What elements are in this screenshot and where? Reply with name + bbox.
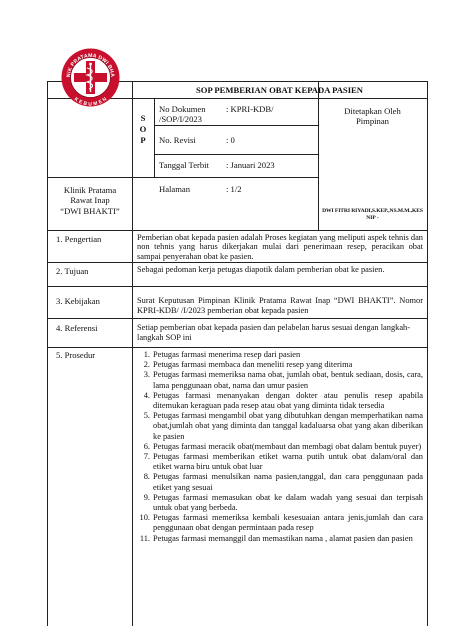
signatory-name: DWI FITRI RIYADI,S.KEP.,NS.M.M.,KES: [322, 208, 423, 214]
prosedur-step: [134, 370, 423, 390]
prosedur-step: [134, 391, 423, 411]
referensi-text: Setiap pemberian obat kepada pasien dan pelabelan harus sesuai dengan langkah-langkah SOP ini: [137, 323, 411, 342]
prosedur-step-number: 6.: [143, 441, 150, 451]
label-kebijakan: 3. Kebijakan: [56, 296, 100, 306]
prosedur-step: [134, 411, 423, 442]
no-dokumen-value-line2: /SOP/I/2023: [159, 114, 202, 124]
clinic-logo: [60, 47, 121, 108]
row-divider-revisi: [154, 154, 318, 155]
prosedur-step-text: Petugas farmasi meracik obat(membaut dan membagi obat dalam bentuk puyer): [153, 441, 422, 451]
halaman-value: : 1/2: [226, 184, 242, 194]
prosedur-step-number: 9.: [143, 492, 150, 502]
prosedur-step-number: 3.: [143, 370, 150, 380]
medical-cross-caduceus-icon: [60, 47, 121, 108]
label-pengertian: 1. Pengertian: [56, 234, 102, 244]
row-divider-tujuan: [47, 286, 427, 287]
row-divider-kebijakan: [47, 318, 427, 319]
label-column-divider: [132, 81, 133, 626]
prosedur-step-text: Petugas farmasi mengambil obat yang dibutuhkan dengan memperhatikan nama obat,jumlah obat yang diminta dan tanggal kadaluarsa obat yang akan diberikan ke pasien: [153, 411, 423, 441]
sop-column-divider: [154, 98, 155, 177]
prosedur-step-number: 11.: [139, 533, 150, 543]
svg-text:KEBUMEN: KEBUMEN: [72, 96, 109, 108]
prosedur-step-number: 5.: [143, 411, 150, 421]
svg-text:KLINIK PRATAMA DWI BHAKTI: NIK PRATAMA DWI BHA: [65, 52, 116, 78]
no-dokumen-value: : KPRI-KDB/: [226, 104, 274, 114]
halaman-label: Halaman: [159, 184, 191, 194]
tanggal-terbit-label: Tanggal Terbit: [159, 160, 209, 170]
row-divider-tanggal: [47, 177, 318, 178]
kebijakan-text: Surat Keputusan Pimpinan Klinik Pratama Rawat Inap “DWI BHAKTI”. Nomor KPRI-KDB/ /I/2023 pemberian obat kepada pasien: [137, 296, 423, 315]
prosedur-step: [134, 472, 423, 492]
row-divider-referensi: [47, 347, 427, 348]
prosedur-step-text: Petugas farmasi memasukan obat ke dalam wadah yang sesuai dan terpisah untuk obat yang berbeda.: [153, 492, 423, 513]
prosedur-step: [134, 452, 423, 472]
prosedur-steps-list: [134, 350, 423, 544]
prosedur-step-number: 4.: [143, 390, 150, 400]
label-prosedur: 5. Prosedur: [56, 350, 96, 360]
sop-vertical-label: S O P: [139, 113, 147, 145]
prosedur-step-text: Petugas farmasi memeriksa kembali kesesuaian antara jenis,jumlah dan cara penggunaan obat dengan permintaan pada resep: [153, 513, 423, 533]
document-title: SOP PEMBERIAN OBAT KEPADA PASIEN: [196, 85, 363, 95]
no-dokumen-label: No Dokumen: [159, 104, 206, 114]
label-referensi: 4. Referensi: [56, 323, 98, 333]
row-divider-pengertian: [47, 262, 427, 263]
ditetapkan-oleh: Ditetapkan Oleh Pimpinan: [344, 106, 401, 127]
row-divider-dokumen: [154, 125, 318, 126]
no-revisi-label: No. Revisi: [159, 135, 196, 145]
prosedur-step-number: 10.: [139, 513, 150, 523]
prosedur-step: [134, 350, 423, 360]
row-divider-clinic: [47, 230, 427, 231]
prosedur-step-number: 1.: [143, 350, 150, 359]
prosedur-step: [134, 513, 423, 533]
tujuan-text: Sebagai pedoman kerja petugas diapotik dalam pemberian obat ke pasien.: [137, 265, 385, 274]
prosedur-step: [134, 534, 423, 544]
prosedur-step-text: Petugas farmasi menanyakan dengan dokter atau penulis resep apabila ditemukan keraguan pada resep atau obat yang diminta tidak tersedia: [153, 390, 423, 411]
tanggal-terbit-value: : Januari 2023: [226, 160, 275, 170]
prosedur-step: [134, 442, 423, 452]
prosedur-step: [134, 493, 423, 513]
prosedur-step-text: Petugas farmasi memeriksa nama obat, jumlah obat, bentuk sediaan, dosis, cara, lama penggunaan obat, nama dan umur pasien: [153, 370, 423, 390]
pengertian-text: Pemberian obat kepada pasien adalah Proses kegiatan yang meliputi aspek tehnis dan non tehnis yang harus dikerjakan mulai dari penerimaan resep, peracikan obat sampai penyerahan obat ke pasien.: [137, 233, 423, 261]
signatory-nip: NIP -: [366, 215, 379, 221]
no-revisi-value: : 0: [226, 135, 235, 145]
prosedur-step-text: Petugas farmasi memberikan etiket warna putih untuk obat dalam/oral dan etiket warna biru untuk obat luar: [153, 452, 423, 472]
prosedur-step-number: 8.: [143, 472, 150, 482]
label-tujuan: 2. Tujuan: [56, 266, 89, 276]
table-border-right: [427, 81, 428, 626]
prosedur-step-text: Petugas farmasi menulsikan nama pasien,tanggal, dan cara penggunaan pada etiket yang sesuai: [153, 472, 423, 492]
prosedur-step-number: 2.: [143, 360, 150, 370]
prosedur-step-text: Petugas farmasi memanggil dan memastikan nama , alamat pasien dan pasien: [153, 533, 413, 543]
prosedur-step-text: Petugas farmasi menerima resep dari pasien: [153, 350, 301, 359]
clinic-name: Klinik Pratama Rawat Inap “DWI BHAKTI”: [60, 185, 120, 216]
prosedur-step-text: Petugas farmasi membaca dan meneliti resep yang diterima: [153, 360, 353, 370]
table-border-left: [47, 81, 48, 626]
prosedur-step: [134, 360, 423, 370]
prosedur-step-number: 7.: [143, 452, 150, 462]
